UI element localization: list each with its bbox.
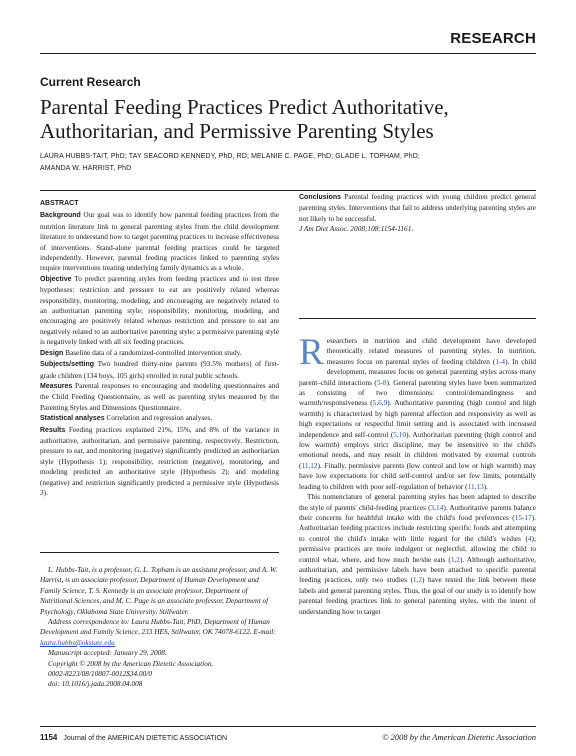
section-label: RESEARCH xyxy=(450,30,536,47)
abstract-objective: Objective To predict parenting styles from feeding practices and to test three hypotheses: restriction and pressure to eat are positively related whereas responsibility, monitoring, modeling, and encouraging are negatively related to an authoritarian parenting style; responsibility, monitoring, modeling, and encouraging are positively related whereas restriction and pressure to eat are negatively related to an authoritative parenting style; a permissive parenting style is negatively linked with all six feeding practices. xyxy=(40,273,279,347)
affiliation-text: L. Hubbs-Tait, is a professor, G. L. Topham is an assistant professor, and A. W. Harrist, is an associate professor, Department of Human Development and Family Science, T. S. Kennedy is an associate professor, Department of Nutritional Sciences, and M. C. Page is an associate professor, Department of Psychology, Oklahoma State University, Stillwater. xyxy=(40,565,278,616)
page-footer xyxy=(40,733,227,742)
drop-cap: R xyxy=(299,332,324,373)
copyright-notice: Copyright © 2008 by the American Dietetic Association. xyxy=(48,658,214,668)
reference-link[interactable]: 1-4 xyxy=(495,356,506,366)
reference-link[interactable]: 1,2 xyxy=(450,554,460,564)
body-paragraph: Researchers in nutrition and child development have developed theoretically related measures of parenting styles. In nutrition, measures focus on parental styles of feeding children (1-4). In child development, measures focus on general parenting styles across many parent–child interactions (5-8). General parenting styles have been summarized as consisting of two dimensions: control/demandingness and warmth/responsiveness (5,6,9). Authoritative parenting (high control and high warmth) is characterized by high parental affection and responsivity as well as high expectations or respectful limit setting and is associated with increased independence and self-control (5,10). Authoritarian parenting (high control and low warmth) employs strict discipline, may be insensitive to the child's emotional needs, and may result in children motivated by external controls (11,12). Finally, permissive parents (low control and low or high warmth) may have low expectations for child self-control and/or set few limits, potentially leading to children with poor self-regulation of behavior (11,13). xyxy=(299,332,536,491)
abstract-heading: ABSTRACT xyxy=(40,200,79,207)
reference-link[interactable]: 1,2 xyxy=(412,575,423,585)
manuscript-accepted: Manuscript accepted: January 29, 2008. xyxy=(48,648,167,658)
journal-name: Journal of the AMERICAN DIETETIC ASSOCIATION xyxy=(63,735,227,742)
reference-link[interactable]: 5-8 xyxy=(376,377,387,387)
header-rule xyxy=(40,53,536,54)
abstract-design: Design Baseline data of a randomized-controlled intervention study. xyxy=(40,347,242,357)
article-title: Parental Feeding Practices Predict Authoritative, Authoritarian, and Permissive Parenting Styles xyxy=(40,95,449,143)
correspondence-address: Address correspondence to: Laura Hubbs-Tait, PhD, Department of Human Development and Family Science, 233 HES, Stillwater, OK 74078-6122. E-mail: laura.hubbs@okstate.edu xyxy=(40,617,276,647)
author-line: LAURA HUBBS-TAIT, PhD; TAY SEACORD KENNEDY, PhD, RD; MELANIE C. PAGE, PhD; GLADE L. TOPHAM, PhD; xyxy=(40,153,420,160)
abstract-measures: Measures Parental responses to encouraging and modeling questionnaires and the Child Feeding Questionnaire, as well as parenting styles measured by the Parenting Styles and Dimensions Questionnaire. xyxy=(40,380,280,412)
reference-link[interactable]: 4 xyxy=(527,533,532,543)
abstract-results: Results Feeding practices explained 21%, 15%, and 8% of the variance in authoritative, authoritarian, and permissive parenting, respectively. Restriction, pressure to eat, and monitoring (negative) significantly predicted an authoritarian style (Hypothesis 1); responsibility, restriction (negative), monitoring, and modeling predicted an authoritative style (Hypothesis 2); and modeling (negative) and restriction significantly predicted a permissive style (Hypothesis 3). xyxy=(40,424,279,497)
author-line: AMANDA W. HARRIST, PhD xyxy=(40,165,132,172)
reference-link[interactable]: 3,14 xyxy=(430,502,444,512)
reference-link[interactable]: 11,13 xyxy=(467,481,484,491)
abstract-bottom-rule xyxy=(299,318,536,319)
footer-copyright: © 2008 by the American Dietetic Association xyxy=(382,732,536,742)
abstract-conclusions: Conclusions Parental feeding practices with young children predict general parenting styles. Interventions that fail to address underlying parenting styles are not likely to be successful. xyxy=(299,192,536,223)
journal-citation: J Am Diet Assoc. 2008;108:1154-1161. xyxy=(299,224,414,234)
abstract-subjects: Subjects/setting Two hundred thirty-nine parents (93.5% mothers) of first-grade children (134 boys, 105 girls) enrolled in rural public schools. xyxy=(40,359,279,380)
email-link[interactable]: laura.hubbs@okstate.edu xyxy=(40,637,115,647)
article-body xyxy=(299,332,536,617)
page-number: 1154 xyxy=(40,733,58,742)
reference-link[interactable]: 15-17 xyxy=(514,512,532,522)
article-category: Current Research xyxy=(40,75,141,89)
author-affiliations xyxy=(40,565,279,690)
footer-rule xyxy=(40,726,536,727)
author-list xyxy=(40,151,540,175)
abstract-right-column xyxy=(299,192,536,235)
doi: doi: 10.1016/j.jada.2008.04.008 xyxy=(48,679,143,689)
body-paragraph: This nomenclature of general parenting styles has been adapted to describe the style of parents' child-feeding practices (3,14). Authoritative parents balance their concerns for healthful intake with the child's food preferences (15-17). Authoritarian feeding practices include restricting specific foods and attempting to control the child's intake with little regard for the child's wishes (4); permissive practices are more indulgent or neglectful, allowing the child to control what, where, and how much he/she eats (1,2). Although authoritative, authoritarian, and permissive labels have been attached to specific parental feeding practices, only two studies (1,2) have tested the link between these labels and general parenting styles. Thus, the goal of our study is to identify how parental feeding practices link to general parenting styles, with the intent of understanding how to target xyxy=(299,492,536,616)
abstract-statistics: Statistical analyses Correlation and regression analyses. xyxy=(40,413,213,423)
abstract-left-column xyxy=(40,199,279,498)
reference-link[interactable]: 11,12 xyxy=(301,460,318,470)
issn: 0002-8223/08/10807-0012$34.00/0 xyxy=(48,669,152,679)
reference-link[interactable]: 5,10 xyxy=(393,429,407,439)
abstract-top-rule xyxy=(40,190,536,191)
affiliation-rule xyxy=(40,552,279,553)
reference-link[interactable]: 5,6,9 xyxy=(372,398,388,408)
abstract-background: Background Our goal was to identify how parental feeding practices from the nutrition literature link to general parenting styles from the child development literature to understand how to target parenting practices to increase effectiveness of interventions. Stand-alone parental feeding practices could be targeted independently. However, parental feeding practices linked to parenting styles require interventions treating underlying family dynamics as a whole. xyxy=(40,210,280,273)
